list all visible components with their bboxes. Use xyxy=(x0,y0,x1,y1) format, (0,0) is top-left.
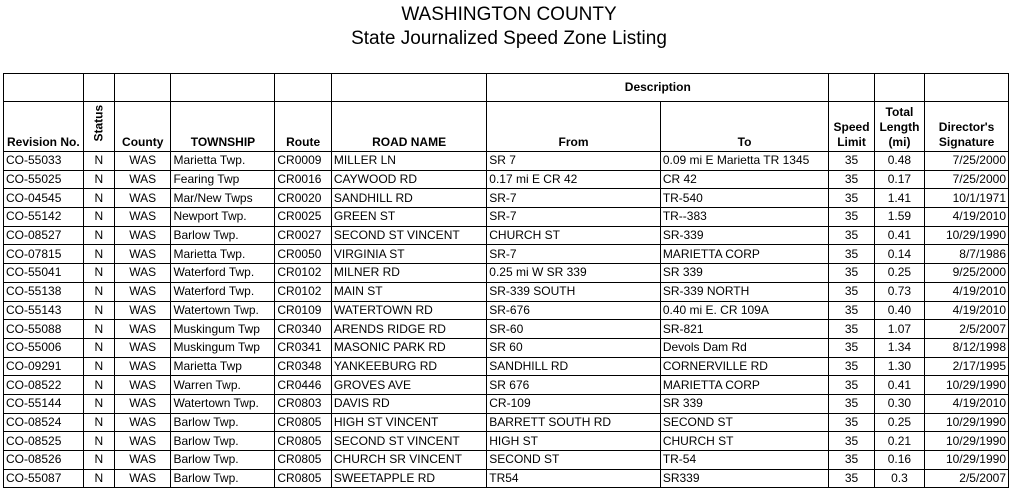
total-length-cell: 0.41 xyxy=(874,376,924,395)
table-row xyxy=(4,451,1009,470)
revision-cell: CO-55025 xyxy=(4,170,84,189)
revision-cell: CO-08526 xyxy=(4,451,84,470)
table-row xyxy=(4,432,1009,451)
township-cell: Marietta Twp xyxy=(171,357,275,376)
from-cell: SR-7 xyxy=(487,208,661,227)
total-length-cell: 0.17 xyxy=(874,170,924,189)
route-cell: CR0102 xyxy=(275,282,332,301)
total-length-cell: 0.14 xyxy=(874,245,924,264)
signature-cell: 8/7/1986 xyxy=(925,245,1009,264)
county-cell: WAS xyxy=(114,170,171,189)
table-body xyxy=(4,152,1009,488)
table-header-row-2 xyxy=(4,102,1009,152)
from-cell: SR 676 xyxy=(487,376,661,395)
to-cell: MARIETTA CORP xyxy=(660,376,829,395)
township-cell: Waterford Twp. xyxy=(171,264,275,283)
road-name-cell: VIRGINIA ST xyxy=(331,245,486,264)
header-blank xyxy=(331,74,486,102)
total-length-cell: 1.30 xyxy=(874,357,924,376)
signature-cell: 8/12/1998 xyxy=(925,338,1009,357)
from-cell: 0.25 mi W SR 339 xyxy=(487,264,661,283)
township-cell: Marietta Twp. xyxy=(171,152,275,171)
county-cell: WAS xyxy=(114,432,171,451)
to-cell: CORNERVILLE RD xyxy=(660,357,829,376)
to-cell: CHURCH ST xyxy=(660,432,829,451)
route-cell: CR0050 xyxy=(275,245,332,264)
status-cell: N xyxy=(83,451,114,470)
page-header xyxy=(0,0,1018,72)
speed-zone-table xyxy=(3,73,1009,488)
status-cell: N xyxy=(83,357,114,376)
status-cell: N xyxy=(83,264,114,283)
county-cell: WAS xyxy=(114,245,171,264)
header-blank xyxy=(4,74,84,102)
from-cell: SR-7 xyxy=(487,245,661,264)
header-description: Description xyxy=(487,74,829,102)
signature-cell: 10/29/1990 xyxy=(925,376,1009,395)
speed-limit-cell: 35 xyxy=(829,226,874,245)
total-length-cell: 0.48 xyxy=(874,152,924,171)
county-cell: WAS xyxy=(114,301,171,320)
speed-limit-cell: 35 xyxy=(829,264,874,283)
total-length-cell: 1.41 xyxy=(874,189,924,208)
township-cell: Waterford Twp. xyxy=(171,282,275,301)
township-cell: Fearing Twp xyxy=(171,170,275,189)
table-row xyxy=(4,301,1009,320)
revision-cell: CO-07815 xyxy=(4,245,84,264)
total-length-cell: 1.34 xyxy=(874,338,924,357)
from-cell: SR-60 xyxy=(487,320,661,339)
revision-cell: CO-55144 xyxy=(4,394,84,413)
revision-cell: CO-04545 xyxy=(4,189,84,208)
signature-cell: 2/5/2007 xyxy=(925,469,1009,488)
township-cell: Barlow Twp. xyxy=(171,413,275,432)
header-blank xyxy=(829,74,874,102)
revision-cell: CO-09291 xyxy=(4,357,84,376)
speed-limit-cell: 35 xyxy=(829,357,874,376)
speed-limit-cell: 35 xyxy=(829,245,874,264)
total-length-cell: 0.41 xyxy=(874,226,924,245)
county-cell: WAS xyxy=(114,152,171,171)
route-cell: CR0109 xyxy=(275,301,332,320)
table-row xyxy=(4,469,1009,488)
road-name-cell: MILNER RD xyxy=(331,264,486,283)
table-row xyxy=(4,152,1009,171)
header-from: From xyxy=(487,102,661,152)
to-cell: SR-821 xyxy=(660,320,829,339)
route-cell: CR0805 xyxy=(275,469,332,488)
revision-cell: CO-08522 xyxy=(4,376,84,395)
status-cell: N xyxy=(83,376,114,395)
county-cell: WAS xyxy=(114,264,171,283)
total-length-cell: 0.3 xyxy=(874,469,924,488)
status-cell: N xyxy=(83,320,114,339)
revision-cell: CO-55138 xyxy=(4,282,84,301)
township-cell: Mar/New Twps xyxy=(171,189,275,208)
township-cell: Warren Twp. xyxy=(171,376,275,395)
from-cell: CHURCH ST xyxy=(487,226,661,245)
to-cell: SR-339 xyxy=(660,226,829,245)
status-cell: N xyxy=(83,282,114,301)
route-cell: CR0805 xyxy=(275,451,332,470)
speed-limit-cell: 35 xyxy=(829,394,874,413)
status-cell: N xyxy=(83,469,114,488)
revision-cell: CO-55006 xyxy=(4,338,84,357)
from-cell: SR-676 xyxy=(487,301,661,320)
revision-cell: CO-55033 xyxy=(4,152,84,171)
from-cell: CR-109 xyxy=(487,394,661,413)
county-cell: WAS xyxy=(114,226,171,245)
table-row xyxy=(4,170,1009,189)
status-cell: N xyxy=(83,338,114,357)
header-route: Route xyxy=(275,102,332,152)
header-status xyxy=(83,102,114,152)
road-name-cell: MASONIC PARK RD xyxy=(331,338,486,357)
from-cell: SR-7 xyxy=(487,189,661,208)
header-township: TOWNSHIP xyxy=(171,102,275,152)
to-cell: MARIETTA CORP xyxy=(660,245,829,264)
speed-limit-cell: 35 xyxy=(829,282,874,301)
county-cell: WAS xyxy=(114,413,171,432)
table-row xyxy=(4,320,1009,339)
status-cell: N xyxy=(83,301,114,320)
header-revision: Revision No. xyxy=(4,102,84,152)
signature-cell: 4/19/2010 xyxy=(925,301,1009,320)
from-cell: TR54 xyxy=(487,469,661,488)
from-cell: 0.17 mi E CR 42 xyxy=(487,170,661,189)
to-cell: SR 339 xyxy=(660,264,829,283)
from-cell: SECOND ST xyxy=(487,451,661,470)
county-cell: WAS xyxy=(114,320,171,339)
road-name-cell: CHURCH SR VINCENT xyxy=(331,451,486,470)
route-cell: CR0446 xyxy=(275,376,332,395)
header-directors-signature: Director's Signature xyxy=(925,102,1009,152)
from-cell: SANDHILL RD xyxy=(487,357,661,376)
road-name-cell: SECOND ST VINCENT xyxy=(331,226,486,245)
township-cell: Barlow Twp. xyxy=(171,469,275,488)
to-cell: SR-339 NORTH xyxy=(660,282,829,301)
total-length-cell: 0.21 xyxy=(874,432,924,451)
signature-cell: 4/19/2010 xyxy=(925,208,1009,227)
road-name-cell: GREEN ST xyxy=(331,208,486,227)
header-road-name: ROAD NAME xyxy=(331,102,486,152)
to-cell: 0.09 mi E Marietta TR 1345 xyxy=(660,152,829,171)
county-cell: WAS xyxy=(114,376,171,395)
township-cell: Newport Twp. xyxy=(171,208,275,227)
header-blank xyxy=(874,74,924,102)
road-name-cell: MILLER LN xyxy=(331,152,486,171)
county-cell: WAS xyxy=(114,282,171,301)
route-cell: CR0803 xyxy=(275,394,332,413)
signature-cell: 10/29/1990 xyxy=(925,432,1009,451)
route-cell: CR0341 xyxy=(275,338,332,357)
road-name-cell: GROVES AVE xyxy=(331,376,486,395)
revision-cell: CO-55143 xyxy=(4,301,84,320)
route-cell: CR0348 xyxy=(275,357,332,376)
signature-cell: 2/17/1995 xyxy=(925,357,1009,376)
status-cell: N xyxy=(83,170,114,189)
status-cell: N xyxy=(83,152,114,171)
table-row xyxy=(4,338,1009,357)
header-blank xyxy=(171,74,275,102)
table-row xyxy=(4,189,1009,208)
status-cell: N xyxy=(83,432,114,451)
signature-cell: 4/19/2010 xyxy=(925,394,1009,413)
speed-limit-cell: 35 xyxy=(829,338,874,357)
from-cell: BARRETT SOUTH RD xyxy=(487,413,661,432)
header-blank xyxy=(114,74,171,102)
total-length-cell: 0.40 xyxy=(874,301,924,320)
road-name-cell: ARENDS RIDGE RD xyxy=(331,320,486,339)
speed-limit-cell: 35 xyxy=(829,320,874,339)
table-row xyxy=(4,357,1009,376)
revision-cell: CO-55087 xyxy=(4,469,84,488)
revision-cell: CO-08525 xyxy=(4,432,84,451)
table-row xyxy=(4,394,1009,413)
table-header-row-1 xyxy=(4,74,1009,102)
road-name-cell: SWEETAPPLE RD xyxy=(331,469,486,488)
to-cell: Devols Dam Rd xyxy=(660,338,829,357)
table-row xyxy=(4,264,1009,283)
township-cell: Muskingum Twp xyxy=(171,338,275,357)
route-cell: CR0805 xyxy=(275,413,332,432)
to-cell: TR-54 xyxy=(660,451,829,470)
table-row xyxy=(4,413,1009,432)
township-cell: Marietta Twp. xyxy=(171,245,275,264)
header-status-label: Status xyxy=(91,104,106,142)
to-cell: SECOND ST xyxy=(660,413,829,432)
table-row xyxy=(4,208,1009,227)
county-cell: WAS xyxy=(114,189,171,208)
status-cell: N xyxy=(83,245,114,264)
county-cell: WAS xyxy=(114,469,171,488)
county-cell: WAS xyxy=(114,338,171,357)
header-county: County xyxy=(114,102,171,152)
township-cell: Watertown Twp. xyxy=(171,394,275,413)
signature-cell: 10/29/1990 xyxy=(925,413,1009,432)
route-cell: CR0102 xyxy=(275,264,332,283)
road-name-cell: CAYWOOD RD xyxy=(331,170,486,189)
speed-limit-cell: 35 xyxy=(829,170,874,189)
county-cell: WAS xyxy=(114,208,171,227)
to-cell: TR--383 xyxy=(660,208,829,227)
signature-cell: 2/5/2007 xyxy=(925,320,1009,339)
header-total-length: Total Length (mi) xyxy=(874,102,924,152)
revision-cell: CO-08524 xyxy=(4,413,84,432)
page-subtitle: State Journalized Speed Zone Listing xyxy=(351,28,667,49)
header-blank xyxy=(925,74,1009,102)
county-cell: WAS xyxy=(114,451,171,470)
signature-cell: 9/25/2000 xyxy=(925,264,1009,283)
road-name-cell: HIGH ST VINCENT xyxy=(331,413,486,432)
route-cell: CR0340 xyxy=(275,320,332,339)
township-cell: Barlow Twp. xyxy=(171,432,275,451)
page-title: WASHINGTON COUNTY xyxy=(401,4,617,25)
township-cell: Barlow Twp. xyxy=(171,226,275,245)
header-blank xyxy=(83,74,114,102)
to-cell: 0.40 mi E. CR 109A xyxy=(660,301,829,320)
from-cell: HIGH ST xyxy=(487,432,661,451)
signature-cell: 10/29/1990 xyxy=(925,451,1009,470)
county-cell: WAS xyxy=(114,394,171,413)
route-cell: CR0805 xyxy=(275,432,332,451)
from-cell: SR-339 SOUTH xyxy=(487,282,661,301)
status-cell: N xyxy=(83,394,114,413)
speed-limit-cell: 35 xyxy=(829,413,874,432)
township-cell: Watertown Twp. xyxy=(171,301,275,320)
road-name-cell: DAVIS RD xyxy=(331,394,486,413)
header-speed-limit: Speed Limit xyxy=(829,102,874,152)
signature-cell: 7/25/2000 xyxy=(925,152,1009,171)
speed-limit-cell: 35 xyxy=(829,208,874,227)
total-length-cell: 0.16 xyxy=(874,451,924,470)
from-cell: SR 7 xyxy=(487,152,661,171)
road-name-cell: SECOND ST VINCENT xyxy=(331,432,486,451)
table-row xyxy=(4,282,1009,301)
to-cell: SR 339 xyxy=(660,394,829,413)
speed-limit-cell: 35 xyxy=(829,469,874,488)
header-blank xyxy=(275,74,332,102)
revision-cell: CO-55041 xyxy=(4,264,84,283)
to-cell: CR 42 xyxy=(660,170,829,189)
signature-cell: 7/25/2000 xyxy=(925,170,1009,189)
status-cell: N xyxy=(83,189,114,208)
status-cell: N xyxy=(83,208,114,227)
route-cell: CR0016 xyxy=(275,170,332,189)
road-name-cell: SANDHILL RD xyxy=(331,189,486,208)
speed-limit-cell: 35 xyxy=(829,432,874,451)
route-cell: CR0025 xyxy=(275,208,332,227)
road-name-cell: YANKEEBURG RD xyxy=(331,357,486,376)
township-cell: Muskingum Twp xyxy=(171,320,275,339)
speed-limit-cell: 35 xyxy=(829,152,874,171)
revision-cell: CO-55142 xyxy=(4,208,84,227)
route-cell: CR0009 xyxy=(275,152,332,171)
from-cell: SR 60 xyxy=(487,338,661,357)
signature-cell: 10/1/1971 xyxy=(925,189,1009,208)
header-to: To xyxy=(660,102,829,152)
table-row xyxy=(4,226,1009,245)
speed-limit-cell: 35 xyxy=(829,451,874,470)
route-cell: CR0027 xyxy=(275,226,332,245)
table-row xyxy=(4,376,1009,395)
county-cell: WAS xyxy=(114,357,171,376)
speed-limit-cell: 35 xyxy=(829,376,874,395)
road-name-cell: WATERTOWN RD xyxy=(331,301,486,320)
to-cell: SR339 xyxy=(660,469,829,488)
status-cell: N xyxy=(83,226,114,245)
signature-cell: 4/19/2010 xyxy=(925,282,1009,301)
route-cell: CR0020 xyxy=(275,189,332,208)
road-name-cell: MAIN ST xyxy=(331,282,486,301)
table-row xyxy=(4,245,1009,264)
total-length-cell: 0.25 xyxy=(874,264,924,283)
township-cell: Barlow Twp. xyxy=(171,451,275,470)
total-length-cell: 0.30 xyxy=(874,394,924,413)
total-length-cell: 0.73 xyxy=(874,282,924,301)
total-length-cell: 1.59 xyxy=(874,208,924,227)
total-length-cell: 1.07 xyxy=(874,320,924,339)
status-cell: N xyxy=(83,413,114,432)
revision-cell: CO-55088 xyxy=(4,320,84,339)
speed-limit-cell: 35 xyxy=(829,301,874,320)
speed-limit-cell: 35 xyxy=(829,189,874,208)
total-length-cell: 0.25 xyxy=(874,413,924,432)
signature-cell: 10/29/1990 xyxy=(925,226,1009,245)
to-cell: TR-540 xyxy=(660,189,829,208)
revision-cell: CO-08527 xyxy=(4,226,84,245)
